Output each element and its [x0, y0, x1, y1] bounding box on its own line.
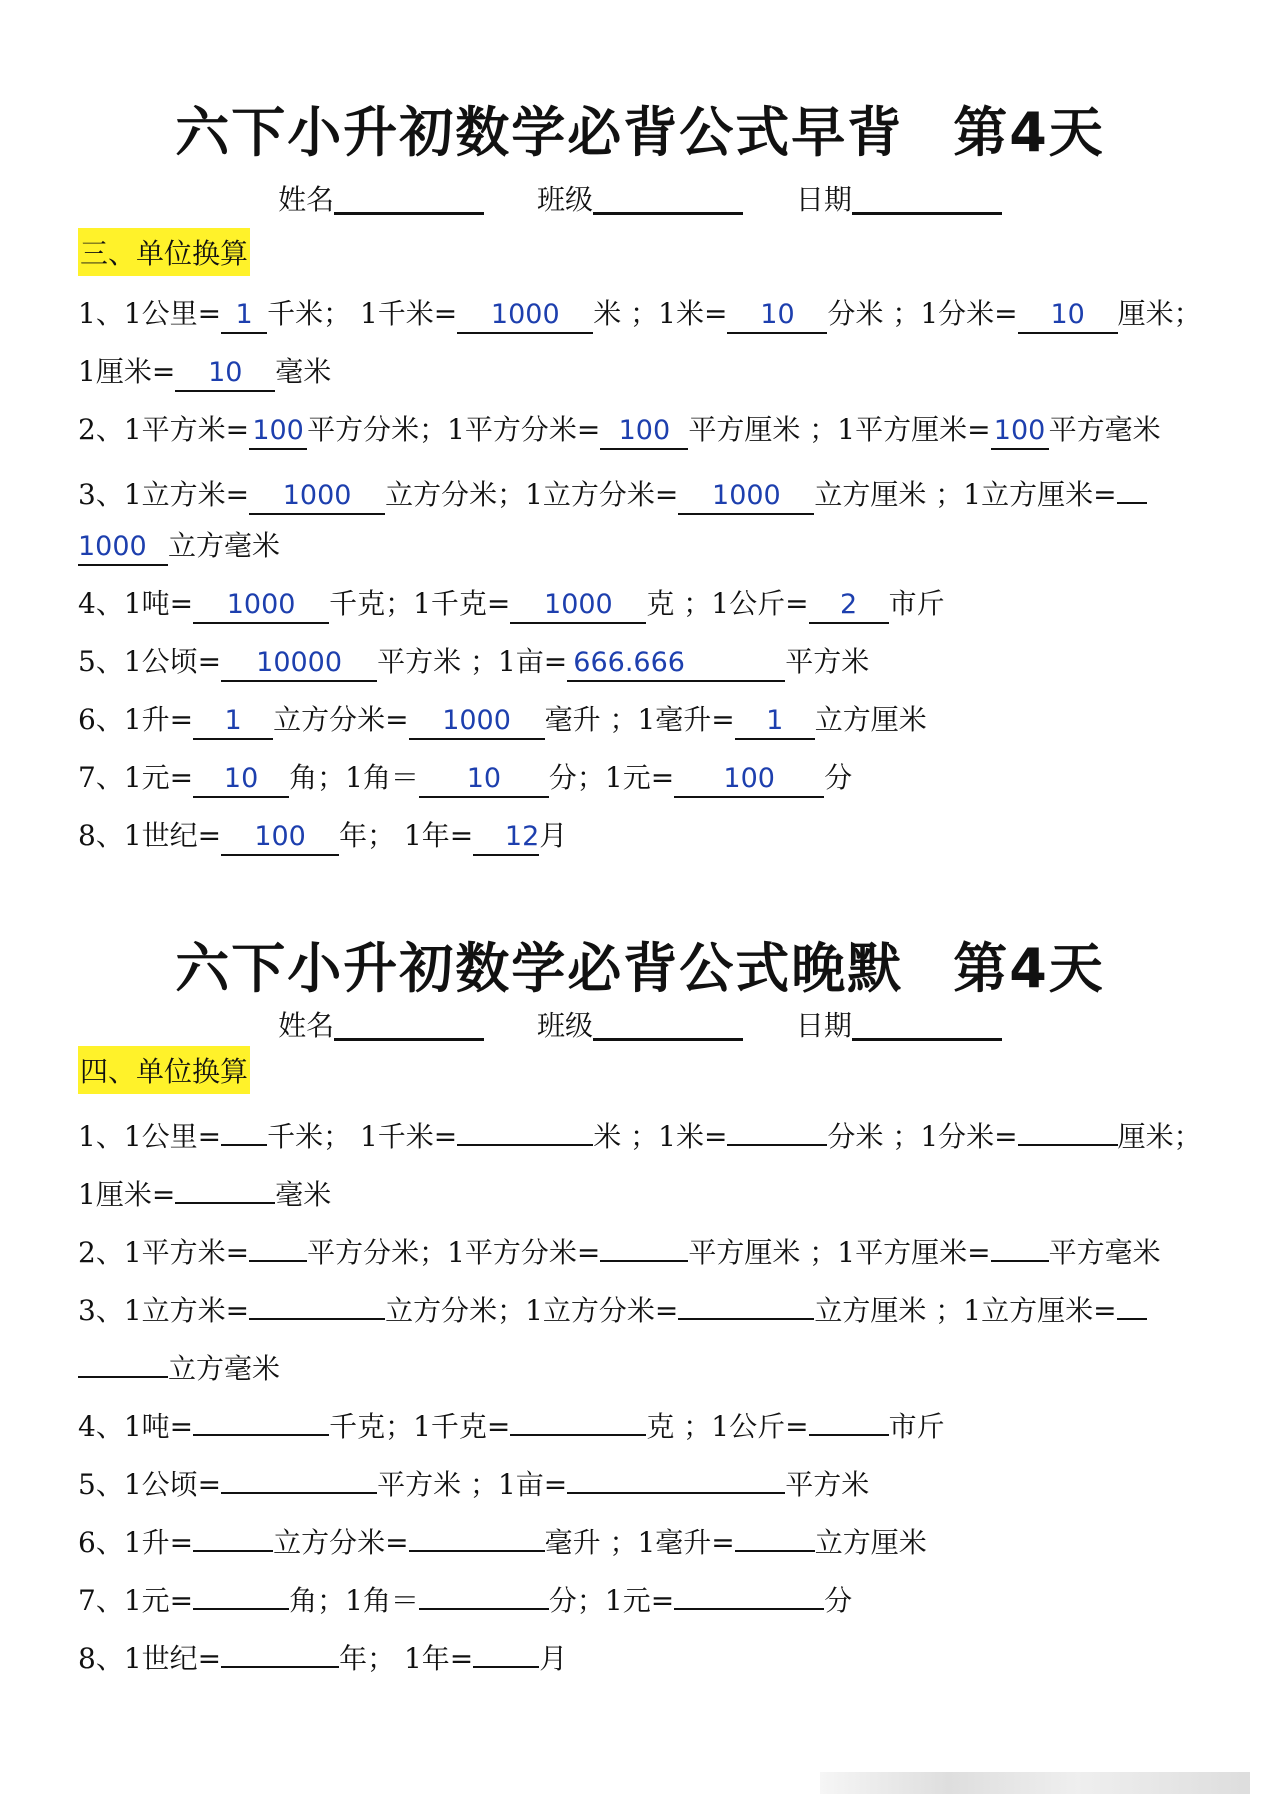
answer-blank[interactable]: [221, 1632, 339, 1668]
answer-blank: 10: [175, 356, 275, 392]
answer-blank[interactable]: [193, 1400, 329, 1436]
watermark-strip: [820, 1772, 1250, 1794]
answer-blank[interactable]: [221, 1458, 377, 1494]
evening-meta: [0, 1004, 1280, 1044]
answer-blank[interactable]: [78, 1342, 168, 1378]
answer-blank: 10000: [221, 646, 377, 682]
morning-row-1b: 1厘米= 10 毫米: [78, 352, 331, 392]
answer-blank[interactable]: [727, 1110, 827, 1146]
answer-blank[interactable]: [991, 1226, 1049, 1262]
morning-meta: [0, 178, 1280, 218]
answer-blank[interactable]: [567, 1458, 785, 1494]
answer-blank: 100: [991, 414, 1049, 450]
evening-row-1: 1、1公里= 千米； 1千米= 米 ；1米= 分米 ；1分米= 厘米；: [78, 1110, 1202, 1157]
morning-row-6: 6、1升= 1 立方分米= 1000 毫升 ；1毫升= 1 立方厘米: [78, 700, 927, 740]
date-field: 日期: [796, 1004, 1002, 1044]
answer-blank[interactable]: [1117, 1284, 1147, 1320]
answer-blank[interactable]: [249, 1226, 307, 1262]
evening-row-7: 7、1元= 角；1角＝ 分；1元= 分: [78, 1574, 852, 1621]
name-field: 姓名: [278, 178, 484, 218]
answer-blank[interactable]: [735, 1516, 815, 1552]
evening-row-2: 2、1平方米= 平方分米；1平方分米= 平方厘米 ；1平方厘米= 平方毫米: [78, 1226, 1161, 1273]
answer-blank: 1000: [678, 479, 814, 515]
answer-blank: 10: [1018, 298, 1118, 334]
class-field: 班级: [537, 1004, 743, 1044]
answer-blank: 100: [674, 762, 824, 798]
morning-row-3b: 1000 立方毫米: [78, 526, 280, 566]
answer-blank[interactable]: [409, 1516, 545, 1552]
answer-blank: 10: [193, 762, 289, 798]
answer-blank[interactable]: [473, 1632, 539, 1668]
answer-blank: 666.666: [567, 646, 785, 682]
evening-row-6: 6、1升= 立方分米= 毫升 ；1毫升= 立方厘米: [78, 1516, 927, 1563]
answer-blank[interactable]: [809, 1400, 889, 1436]
answer-blank: [1117, 468, 1147, 504]
answer-blank: 10: [727, 298, 827, 334]
morning-row-5: 5、1公顷= 10000 平方米 ；1亩= 666.666 平方米: [78, 642, 869, 682]
answer-blank[interactable]: [674, 1574, 824, 1610]
answer-blank: 1000: [510, 588, 646, 624]
morning-row-1: 1、1公里= 1 千米； 1千米= 1000 米 ；1米= 10 分米 ；1分米= 10 厘米；: [78, 294, 1202, 334]
morning-row-7: 7、1元= 10 角；1角＝ 10 分；1元= 100 分: [78, 758, 852, 798]
answer-blank: 1000: [457, 298, 593, 334]
answer-blank[interactable]: [678, 1284, 814, 1320]
evening-title-main: 六下小升初数学必背公式晚默: [175, 937, 904, 1000]
evening-heading: 四、单位换算: [78, 1046, 250, 1094]
answer-blank[interactable]: [193, 1516, 273, 1552]
class-line[interactable]: [593, 182, 743, 215]
class-line[interactable]: [593, 1008, 743, 1041]
answer-blank: 1000: [249, 479, 385, 515]
answer-blank[interactable]: [510, 1400, 646, 1436]
answer-blank[interactable]: [193, 1574, 289, 1610]
morning-row-8: 8、1世纪= 100 年； 1年= 12月: [78, 816, 567, 856]
answer-blank: 100: [221, 820, 339, 856]
answer-blank: 1000: [78, 530, 168, 566]
morning-title-main: 六下小升初数学必背公式早背: [175, 101, 904, 164]
date-line[interactable]: [852, 1008, 1002, 1041]
answer-blank[interactable]: [419, 1574, 549, 1610]
answer-blank: 2: [809, 588, 889, 624]
answer-blank: 12: [473, 820, 539, 856]
evening-row-8: 8、1世纪= 年； 1年= 月: [78, 1632, 567, 1679]
evening-title-day: 第4天: [953, 937, 1105, 1000]
answer-blank: 100: [249, 414, 307, 450]
name-line[interactable]: [334, 182, 484, 215]
answer-blank[interactable]: [1018, 1110, 1118, 1146]
answer-blank: 10: [419, 762, 549, 798]
answer-blank: 1000: [409, 704, 545, 740]
evening-row-4: 4、1吨= 千克；1千克= 克 ；1公斤= 市斤: [78, 1400, 945, 1447]
answer-blank: 1: [193, 704, 273, 740]
answer-blank: 100: [600, 414, 688, 450]
answer-blank[interactable]: [175, 1168, 275, 1204]
answer-blank[interactable]: [600, 1226, 688, 1262]
morning-heading: 三、单位换算: [78, 228, 250, 276]
evening-row-3: 3、1立方米= 立方分米；1立方分米= 立方厘米 ；1立方厘米=: [78, 1284, 1147, 1331]
answer-blank[interactable]: [249, 1284, 385, 1320]
date-line[interactable]: [852, 182, 1002, 215]
answer-blank[interactable]: [221, 1110, 267, 1146]
class-field: 班级: [537, 178, 743, 218]
morning-title-day: 第4天: [953, 101, 1105, 164]
answer-blank: 1000: [193, 588, 329, 624]
evening-row-5: 5、1公顷= 平方米 ；1亩= 平方米: [78, 1458, 869, 1505]
answer-blank[interactable]: [457, 1110, 593, 1146]
date-field: 日期: [796, 178, 1002, 218]
evening-title: [0, 926, 1280, 1003]
answer-blank: 1: [221, 298, 267, 334]
name-line[interactable]: [334, 1008, 484, 1041]
answer-blank: 1: [735, 704, 815, 740]
morning-row-2: 2、1平方米= 100 平方分米；1平方分米= 100 平方厘米 ；1平方厘米= 100 平方毫米: [78, 410, 1161, 450]
morning-title: [0, 90, 1280, 167]
morning-row-4: 4、1吨= 1000 千克；1千克= 1000 克 ；1公斤= 2 市斤: [78, 584, 945, 624]
evening-row-1b: 1厘米= 毫米: [78, 1168, 331, 1215]
evening-row-3b: 立方毫米: [78, 1342, 280, 1389]
name-field: 姓名: [278, 1004, 484, 1044]
morning-row-3: 3、1立方米= 1000 立方分米；1立方分米= 1000 立方厘米 ；1立方厘米=: [78, 468, 1147, 515]
